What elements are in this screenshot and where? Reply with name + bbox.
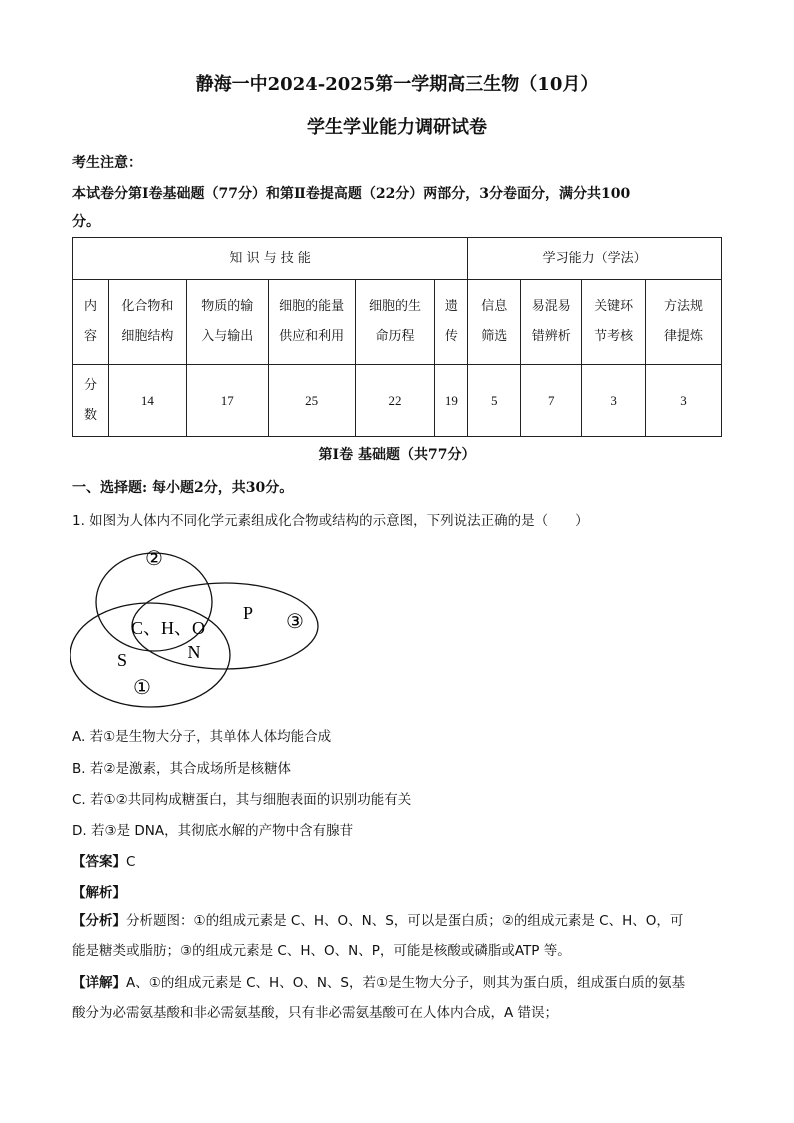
xiangjie-tag: 【详解】 bbox=[72, 975, 126, 991]
xiangjie-text-2: 酸分为必需氨基酸和非必需氨基酸，只有非必需氨基酸可在人体内合成，A 错误； bbox=[72, 1005, 559, 1021]
question1-stem: 1. 如图为人体内不同化学元素组成化合物或结构的示意图，下列说法正确的是（ ） bbox=[72, 513, 589, 529]
learning-ability-header: 学习能力（学法） bbox=[468, 238, 722, 280]
label-n: N bbox=[187, 642, 201, 662]
label-circle-1: ① bbox=[133, 675, 151, 699]
exam-title-line1: 静海一中2024-2025第一学期高三生物（10月） bbox=[195, 74, 599, 95]
notice-line1: 本试卷分第Ⅰ卷基础题（77分）和第Ⅱ卷提高题（22分）两部分，3分卷面分，满分共100 bbox=[72, 186, 631, 202]
label-circle-3: ③ bbox=[286, 609, 304, 633]
col-header: 细胞的生 命历程 bbox=[355, 280, 435, 365]
col-header: 方法规 律提炼 bbox=[646, 280, 722, 365]
col-header: 关键环 节考核 bbox=[582, 280, 646, 365]
fenxi-text-1: 分析题图：①的组成元素是 C、H、O、N、S，可以是蛋白质；②的组成元素是 C、H、O，可 bbox=[126, 913, 684, 929]
fenxi-paragraph bbox=[72, 906, 724, 966]
option-a: A. 若①是生物大分子，其单体人体均能合成 bbox=[72, 729, 332, 745]
analysis-tag: 【解析】 bbox=[72, 885, 126, 901]
col-header: 遗 传 bbox=[435, 280, 468, 365]
xiangjie-paragraph bbox=[72, 968, 724, 1028]
part1-heading: 一、选择题: 每小题2分，共30分。 bbox=[72, 480, 294, 496]
answer-value: C bbox=[126, 854, 136, 870]
exam-title-line2: 学生学业能力调研试卷 bbox=[307, 117, 487, 138]
label-cho: C、H、O bbox=[130, 618, 206, 638]
row-label-content: 内 容 bbox=[73, 280, 109, 365]
label-s: S bbox=[116, 650, 128, 670]
score-table bbox=[72, 237, 722, 437]
col-header: 易混易 错辨析 bbox=[521, 280, 582, 365]
notice-line2: 分。 bbox=[72, 214, 100, 230]
knowledge-skills-header: 知 识 与 技 能 bbox=[73, 238, 468, 280]
col-header: 化合物和 细胞结构 bbox=[108, 280, 186, 365]
label-circle-2: ② bbox=[145, 546, 163, 570]
score-cell: 7 bbox=[521, 365, 582, 437]
score-cell: 25 bbox=[268, 365, 355, 437]
col-header: 细胞的能量 供应和利用 bbox=[268, 280, 355, 365]
option-d: D. 若③是 DNA，其彻底水解的产物中含有腺苷 bbox=[72, 823, 354, 839]
score-cell: 22 bbox=[355, 365, 435, 437]
answer-line bbox=[72, 850, 135, 870]
score-cell: 3 bbox=[646, 365, 722, 437]
col-header: 信息 筛选 bbox=[468, 280, 521, 365]
analysis-line bbox=[72, 881, 126, 901]
answer-tag: 【答案】 bbox=[72, 854, 126, 870]
venn-diagram bbox=[70, 540, 330, 710]
score-cell: 19 bbox=[435, 365, 468, 437]
fenxi-tag: 【分析】 bbox=[72, 913, 126, 929]
notice-heading: 考生注意： bbox=[72, 155, 142, 171]
score-cell: 17 bbox=[186, 365, 268, 437]
xiangjie-text-1: A、①的组成元素是 C、H、O、N、S，若①是生物大分子，则其为蛋白质，组成蛋白质的氨基 bbox=[126, 975, 686, 991]
label-p: P bbox=[242, 603, 254, 623]
row-label-score: 分 数 bbox=[73, 365, 109, 437]
score-cell: 3 bbox=[582, 365, 646, 437]
option-b: B. 若②是激素，其合成场所是核糖体 bbox=[72, 761, 291, 777]
score-cell: 14 bbox=[108, 365, 186, 437]
section1-title: 第Ⅰ卷 基础题（共77分） bbox=[318, 447, 476, 463]
option-c: C. 若①②共同构成糖蛋白，其与细胞表面的识别功能有关 bbox=[72, 792, 412, 808]
col-header: 物质的输 入与输出 bbox=[186, 280, 268, 365]
fenxi-text-2: 能是糖类或脂肪；③的组成元素是 C、H、O、N、P，可能是核酸或磷脂或ATP 等。 bbox=[72, 943, 571, 959]
score-cell: 5 bbox=[468, 365, 521, 437]
